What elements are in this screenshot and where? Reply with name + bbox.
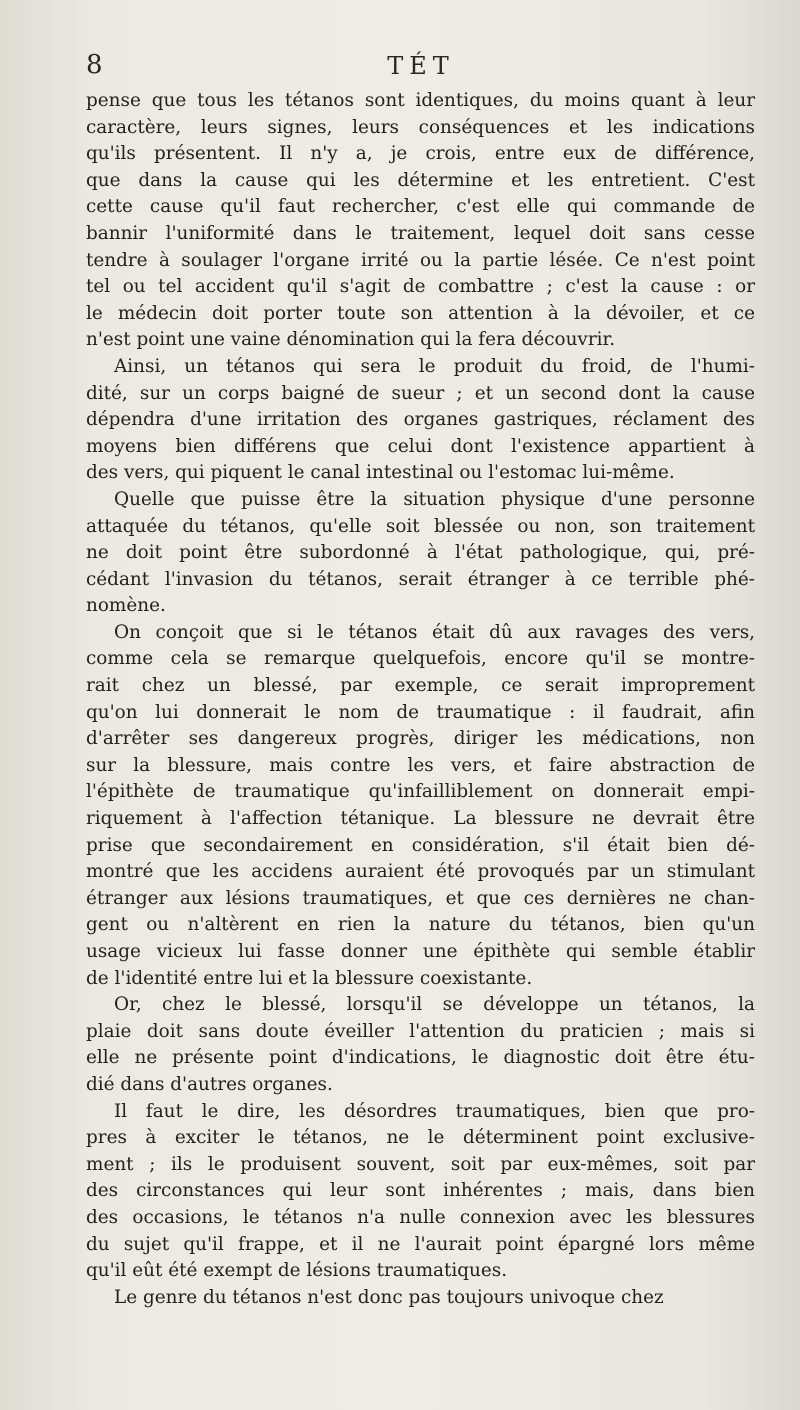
paragraph [86,354,755,487]
text-line: nomène. [86,595,166,617]
text-line: dité, sur un corps baigné de sueur ; et un second dont la cause [86,382,755,404]
text-line: ment ; ils le produisent souvent, soit par eux-mêmes, soit par [86,1153,755,1175]
text-line: que dans la cause qui les détermine et les entretient. C'est [86,169,755,191]
text-line: le médecin doit porter toute son attention à la dévoiler, et ce [86,302,755,324]
text-line: qu'on lui donnerait le nom de traumatique : il faudrait, afin [86,701,755,723]
text-line: attaquée du tétanos, qu'elle soit blessée ou non, son traitement [86,515,755,537]
text-line: l'épithète de traumatique qu'infailliblement on donnerait empi- [86,781,755,803]
text-line: Le genre du tétanos n'est donc pas toujours univoque chez [114,1286,664,1308]
text-line: elle ne présente point d'indications, le diagnostic doit être étu- [86,1047,755,1069]
text-line: bannir l'uniformité dans le traitement, lequel doit sans cesse [86,222,755,244]
text-line: comme cela se remarque quelquefois, encore qu'il se montre- [86,648,755,670]
paragraph [86,992,755,1098]
text-line: du sujet qu'il frappe, et il ne l'aurait point épargné lors même [86,1233,755,1255]
paragraph [86,1285,755,1312]
paragraph [86,1099,755,1285]
text-line: dié dans d'autres organes. [86,1073,333,1095]
text-line: Or, chez le blessé, lorsqu'il se développe un tétanos, la [114,994,755,1016]
text-line: des circonstances qui leur sont inhérentes ; mais, dans bien [86,1180,755,1202]
text-line: tel ou tel accident qu'il s'agit de combattre ; c'est la cause : or [86,276,755,298]
paragraph [86,620,755,992]
text-line: qu'il eût été exempt de lésions traumatiques. [86,1260,508,1282]
text-line: riquement à l'affection tétanique. La blessure ne devrait être [86,808,755,830]
text-line: gent ou n'altèrent en rien la nature du tétanos, bien qu'un [86,914,755,936]
text-line: caractère, leurs signes, leurs conséquences et les indications [86,116,755,138]
text-line: pres à exciter le tétanos, ne le déterminent point exclusive- [86,1127,755,1149]
text-line: montré que les accidens auraient été provoqués par un stimulant [86,861,755,883]
text-line: cette cause qu'il faut rechercher, c'est elle qui commande de [86,196,755,218]
running-head: TÉT [387,52,455,80]
body-text [86,88,755,1311]
text-line: Ainsi, un tétanos qui sera le produit du froid, de l'humi- [114,355,755,377]
text-line: d'arrêter ses dangereux progrès, diriger les médications, non [86,728,755,750]
text-line: cédant l'invasion du tétanos, serait étranger à ce terrible phé- [86,568,755,590]
page-header [86,50,756,86]
text-line: tendre à soulager l'organe irrité ou la partie lésée. Ce n'est point [86,249,755,271]
text-line: ne doit point être subordonné à l'état pathologique, qui, pré- [86,542,755,564]
text-line: sur la blessure, mais contre les vers, et faire abstraction de [86,754,755,776]
text-line: plaie doit sans doute éveiller l'attention du praticien ; mais si [86,1020,755,1042]
text-line: moyens bien différens que celui dont l'existence appartient à [86,435,755,457]
text-line: des occasions, le tétanos n'a nulle connexion avec les blessures [86,1206,755,1228]
text-line: Il faut le dire, les désordres traumatiques, bien que pro- [114,1100,755,1122]
text-line: n'est point une vaine dénomination qui la fera découvrir. [86,329,616,351]
paragraph [86,487,755,620]
page-number: 8 [86,50,103,80]
text-line: des vers, qui piquent le canal intestinal ou l'estomac lui-même. [86,462,675,484]
text-line: dépendra d'une irritation des organes gastriques, réclament des [86,409,755,431]
paragraph [86,88,755,354]
text-line: rait chez un blessé, par exemple, ce serait improprement [86,675,755,697]
text-line: qu'ils présentent. Il n'y a, je crois, entre eux de différence, [86,143,755,165]
text-line: On conçoit que si le tétanos était dû aux ravages des vers, [114,621,755,643]
text-line: Quelle que puisse être la situation physique d'une personne [114,488,755,510]
text-line: pense que tous les tétanos sont identiques, du moins quant à leur [86,90,755,111]
text-line: prise que secondairement en considération, s'il était bien dé- [86,834,755,856]
text-line: de l'identité entre lui et la blessure coexistante. [86,967,533,989]
text-line: étranger aux lésions traumatiques, et que ces dernières ne chan- [86,887,755,909]
text-line: usage vicieux lui fasse donner une épithète qui semble établir [86,941,755,962]
